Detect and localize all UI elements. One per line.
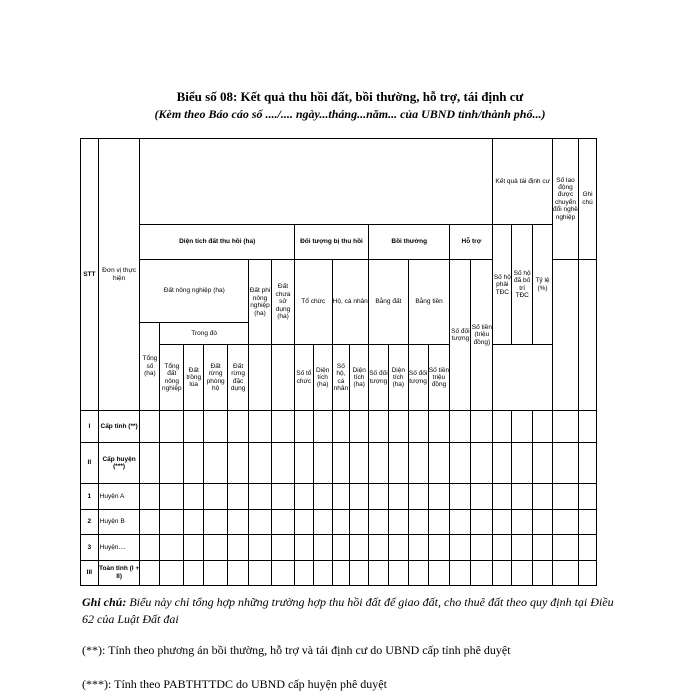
header-doi-tuong-bi-thu-hoi: Đối tượng bị thu hồi: [294, 225, 368, 260]
table-cell: [350, 509, 369, 534]
table-cell: [450, 560, 471, 585]
table-cell: [512, 442, 533, 484]
table-cell: [428, 411, 450, 442]
table-row: [81, 411, 597, 442]
table-cell: [533, 560, 553, 585]
table-cell: [228, 509, 249, 534]
row-label: Huyện B: [98, 509, 140, 534]
table-cell: [271, 509, 294, 534]
table-cell: [184, 509, 204, 534]
table-cell: [249, 411, 272, 442]
table-cell: [350, 484, 369, 509]
table-cell: [350, 560, 369, 585]
table-cell: [249, 509, 272, 534]
table-cell: [471, 442, 493, 484]
table-cell: [184, 535, 204, 560]
row-label: Toàn tỉnh (I + II): [98, 560, 140, 585]
header-ho-ca-nhan: Hộ, cá nhân: [332, 259, 369, 344]
table-cell: [271, 535, 294, 560]
ghi-chu-note: [82, 594, 622, 628]
table-cell: [450, 484, 471, 509]
header-so-ho-da-bo-tri-tdc: Số hộ đã bố trí TĐC: [512, 225, 533, 345]
table-cell: [493, 411, 512, 442]
header-blank-phi-nn: [249, 345, 272, 411]
table-cell: [471, 411, 493, 442]
table-cell: [313, 535, 332, 560]
row-label: Huyện....: [98, 535, 140, 560]
table-cell: [388, 411, 408, 442]
table-cell: [204, 509, 228, 534]
table-cell: [388, 509, 408, 534]
table-cell: [450, 535, 471, 560]
header-so-ho-ca-nhan: Số hộ, cá nhân: [332, 345, 350, 411]
table-row: [81, 535, 597, 560]
table-cell: [332, 535, 350, 560]
table-cell: [160, 411, 184, 442]
table-cell: [228, 560, 249, 585]
header-ghi-chu-blank: [579, 259, 597, 410]
table-cell: [428, 535, 450, 560]
table-cell: [428, 509, 450, 534]
table-cell: [249, 484, 272, 509]
table-cell: [294, 535, 313, 560]
table-cell: [184, 442, 204, 484]
header-bang-tien-so-tien: Số tiền triệu đồng: [428, 345, 450, 411]
table-cell: [533, 484, 553, 509]
table-cell: [228, 442, 249, 484]
table-cell: [408, 442, 428, 484]
header-ghi-chu: Ghi chú: [579, 139, 597, 260]
header-so-to-chuc: Số tổ chức: [294, 345, 313, 411]
header-ho-tro: Hỗ trợ: [450, 225, 493, 260]
table-cell: [204, 442, 228, 484]
ghi-chu-text: Biểu này chỉ tổng hợp những trường hợp thu hồi đất để giao đất, cho thuê đất theo quy định tại Điều 62 của Luật Đất đai: [82, 595, 614, 626]
table-cell: [450, 411, 471, 442]
table-cell: [160, 535, 184, 560]
table-cell: [388, 442, 408, 484]
table-cell: [533, 442, 553, 484]
header-so-lao-dong: Số lao động được chuyển đổi nghề nghiệp: [552, 139, 578, 260]
table-cell: [428, 442, 450, 484]
table-cell: [228, 484, 249, 509]
table-cell: [350, 411, 369, 442]
note-cap-huyen: (***): Tính theo PABTHTTDC do UBND cấp huyện phê duyệt: [82, 677, 387, 691]
table-cell: [271, 411, 294, 442]
table-cell: [369, 560, 389, 585]
table-cell: [332, 442, 350, 484]
table-cell: [579, 484, 597, 509]
document-subtitle: (Kèm theo Báo cáo số ..../.... ngày...tháng...năm... của UBND tỉnh/thành phố...): [154, 107, 546, 121]
table-cell: [249, 535, 272, 560]
table-cell: [388, 484, 408, 509]
table-cell: [271, 442, 294, 484]
table-cell: [332, 509, 350, 534]
row-stt: II: [81, 442, 99, 484]
table-cell: [294, 560, 313, 585]
table-cell: [332, 560, 350, 585]
row-stt: 1: [81, 484, 99, 509]
note-cap-tinh: (**): Tính theo phương án bồi thường, hỗ trợ và tái định cư do UBND cấp tỉnh phê duyệt: [82, 643, 511, 657]
table-cell: [140, 509, 160, 534]
table-cell: [493, 442, 512, 484]
table-cell: [579, 509, 597, 534]
table-cell: [184, 484, 204, 509]
table-cell: [294, 484, 313, 509]
ghi-chu-label: Ghi chú:: [82, 595, 127, 609]
header-so-lao-dong-blank: [552, 259, 578, 410]
table-cell: [408, 560, 428, 585]
table-cell: [471, 509, 493, 534]
table-cell: [184, 411, 204, 442]
table-cell: [160, 560, 184, 585]
header-blank-top: [140, 139, 493, 225]
row-stt: I: [81, 411, 99, 442]
row-label: Cấp huyện (***): [98, 442, 140, 484]
document-title: Biểu số 08: Kết quả thu hồi đất, bồi thường, hỗ trợ, tái định cư: [176, 89, 524, 104]
table-cell: [533, 509, 553, 534]
table-cell: [512, 411, 533, 442]
table-cell: [332, 411, 350, 442]
row-label: Huyện A: [98, 484, 140, 509]
table-cell: [369, 509, 389, 534]
header-bang-dat-so-doi-tuong: Số đối tượng: [369, 345, 389, 411]
table-cell: [408, 509, 428, 534]
table-cell: [204, 560, 228, 585]
header-ket-qua-tdc: Kết quả tái định cư: [493, 139, 552, 225]
header-stt: STT: [81, 139, 99, 411]
table-cell: [552, 411, 578, 442]
table-cell: [533, 411, 553, 442]
header-blank-chua-sd: [271, 345, 294, 411]
table-cell: [313, 509, 332, 534]
table-cell: [450, 509, 471, 534]
header-bang-tien: Bằng tiền: [408, 259, 450, 344]
table-cell: [249, 560, 272, 585]
header-to-chuc-dien-tich: Diện tích (ha): [313, 345, 332, 411]
table-cell: [369, 442, 389, 484]
header-bang-tien-so-doi-tuong: Số đối tượng: [408, 345, 428, 411]
row-label: Cấp tỉnh (**): [98, 411, 140, 442]
table-cell: [408, 535, 428, 560]
header-dien-tich-dat-thu-hoi: Diện tích đất thu hồi (ha): [140, 225, 294, 260]
table-cell: [160, 442, 184, 484]
table-cell: [294, 442, 313, 484]
table-cell: [204, 484, 228, 509]
table-cell: [313, 442, 332, 484]
header-bang-dat: Bằng đất: [369, 259, 409, 344]
header-so-tien-trieu-dong: Số tiền (triệu đồng): [471, 259, 493, 410]
table-cell: [140, 560, 160, 585]
table-cell: [471, 535, 493, 560]
table-cell: [204, 535, 228, 560]
table-cell: [140, 442, 160, 484]
table-cell: [579, 560, 597, 585]
table-cell: [512, 484, 533, 509]
table-row: [81, 509, 597, 534]
header-dat-phi-nong-nghiep: Đất phi nông nghiệp (ha): [249, 259, 272, 344]
table-cell: [388, 535, 408, 560]
table-cell: [271, 560, 294, 585]
table-cell: [160, 509, 184, 534]
header-trong-do: Trong đó: [160, 322, 249, 344]
table-cell: [313, 560, 332, 585]
table-cell: [184, 560, 204, 585]
table-cell: [579, 535, 597, 560]
table-cell: [493, 484, 512, 509]
table-cell: [350, 535, 369, 560]
table-cell: [512, 560, 533, 585]
table-body: [81, 411, 597, 586]
table-cell: [428, 560, 450, 585]
table-cell: [408, 411, 428, 442]
table-cell: [294, 509, 313, 534]
header-dat-chua-su-dung: Đất chưa sử dụng (ha): [271, 259, 294, 344]
table-cell: [579, 442, 597, 484]
table-cell: [552, 535, 578, 560]
table-cell: [552, 560, 578, 585]
table-row: [81, 484, 597, 509]
table-cell: [228, 535, 249, 560]
header-bang-dat-dien-tich: Diện tích (ha): [388, 345, 408, 411]
header-ho-ca-nhan-dien-tich: Diện tích (ha): [350, 345, 369, 411]
table-cell: [552, 442, 578, 484]
table-cell: [579, 411, 597, 442]
table-cell: [350, 442, 369, 484]
table-cell: [249, 442, 272, 484]
table-cell: [493, 560, 512, 585]
table-cell: [140, 535, 160, 560]
table-cell: [471, 560, 493, 585]
table-cell: [369, 411, 389, 442]
table-cell: [140, 411, 160, 442]
table-cell: [271, 484, 294, 509]
row-stt: III: [81, 560, 99, 585]
table-cell: [294, 411, 313, 442]
header-dat-rung-dac-dung: Đất rừng đặc dụng: [228, 345, 249, 411]
table-cell: [512, 535, 533, 560]
table-cell: [408, 484, 428, 509]
row-stt: 2: [81, 509, 99, 534]
header-dat-nong-nghiep: Đất nông nghiệp (ha): [140, 259, 249, 322]
table-cell: [552, 509, 578, 534]
table-cell: [428, 484, 450, 509]
row-stt: 3: [81, 535, 99, 560]
header-tong-dat-nong-nghiep: Tổng đất nông nghiệp: [160, 345, 184, 411]
header-to-chuc: Tổ chức: [294, 259, 332, 344]
header-don-vi: Đơn vị thực hiện: [98, 139, 140, 411]
header-dat-trong-lua: Đất trồng lúa: [184, 345, 204, 411]
table-cell: [471, 484, 493, 509]
table-cell: [388, 560, 408, 585]
table-cell: [313, 411, 332, 442]
table-cell: [369, 484, 389, 509]
table-cell: [228, 411, 249, 442]
header-boi-thuong: Bồi thường: [369, 225, 450, 260]
table-cell: [493, 535, 512, 560]
header-so-doi-tuong: Số đối tượng: [450, 259, 471, 410]
table-cell: [332, 484, 350, 509]
table-cell: [204, 411, 228, 442]
table-cell: [369, 535, 389, 560]
table-row: [81, 560, 597, 585]
table-cell: [512, 509, 533, 534]
header-so-ho-phai-tdc: Số hộ phải TĐC: [493, 225, 512, 345]
table-cell: [552, 484, 578, 509]
table-cell: [450, 442, 471, 484]
table-cell: [140, 484, 160, 509]
header-ty-le: Tỷ lệ (%): [533, 225, 553, 345]
table-cell: [533, 535, 553, 560]
header-tong-so: Tổng số (ha): [140, 322, 160, 410]
table-row: [81, 442, 597, 484]
header-dat-rung-phong-ho: Đất rừng phòng hộ: [204, 345, 228, 411]
table-cell: [160, 484, 184, 509]
result-table: [80, 138, 597, 586]
table-cell: [313, 484, 332, 509]
table-cell: [493, 509, 512, 534]
